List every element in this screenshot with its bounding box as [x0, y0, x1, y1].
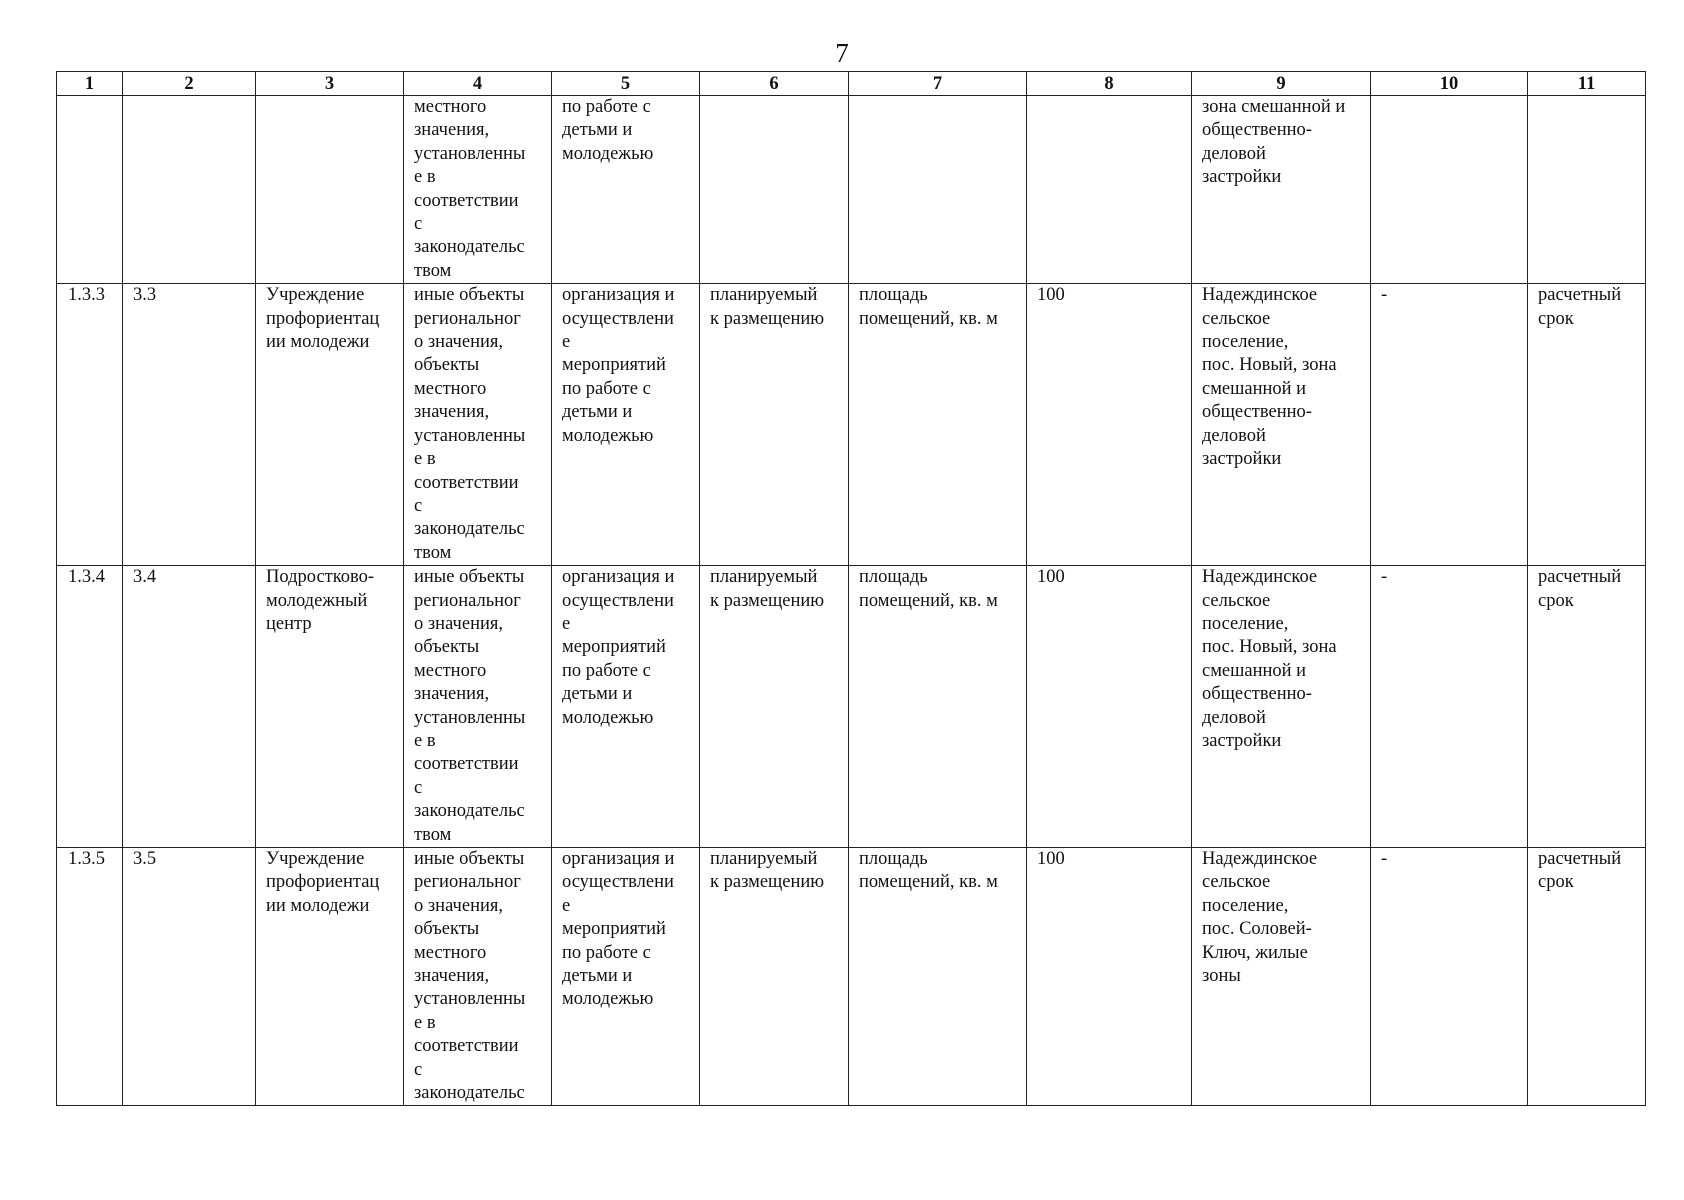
cell-value: 100: [1027, 566, 1192, 848]
cell-number: [57, 96, 123, 284]
column-header: 8: [1027, 72, 1192, 96]
cell-number: 1.3.5: [57, 848, 123, 1106]
cell-location: Надеждинское сельское поселение, пос. Новый, зона смешанной и общественно- деловой застройки: [1192, 284, 1371, 566]
cell-status: планируемый к размещению: [700, 284, 849, 566]
cell-value: 100: [1027, 284, 1192, 566]
cell-location: зона смешанной и общественно- деловой застройки: [1192, 96, 1371, 284]
column-header: 6: [700, 72, 849, 96]
cell-code: [123, 96, 256, 284]
cell-term: расчетный срок: [1528, 284, 1646, 566]
column-header: 5: [552, 72, 700, 96]
cell-purpose: организация и осуществлени е мероприятий по работе с детьми и молодежью: [552, 848, 700, 1106]
header-row: [57, 72, 1646, 96]
data-table: [56, 71, 1646, 1106]
column-header: 7: [849, 72, 1027, 96]
cell-purpose: организация и осуществлени е мероприятий по работе с детьми и молодежью: [552, 284, 700, 566]
cell-location: Надеждинское сельское поселение, пос. Соловей- Ключ, жилые зоны: [1192, 848, 1371, 1106]
cell-zone: -: [1371, 848, 1528, 1106]
cell-status: [700, 96, 849, 284]
cell-characteristic: площадь помещений, кв. м: [849, 566, 1027, 848]
cell-value: 100: [1027, 848, 1192, 1106]
cell-number: 1.3.4: [57, 566, 123, 848]
column-header: 4: [404, 72, 552, 96]
cell-term: расчетный срок: [1528, 566, 1646, 848]
cell-purpose: по работе с детьми и молодежью: [552, 96, 700, 284]
table-row: [57, 566, 1646, 848]
cell-name: Учреждение профориентац ии молодежи: [256, 284, 404, 566]
cell-code: 3.5: [123, 848, 256, 1106]
cell-term: расчетный срок: [1528, 848, 1646, 1106]
cell-characteristic: площадь помещений, кв. м: [849, 848, 1027, 1106]
cell-number: 1.3.3: [57, 284, 123, 566]
table-row: [57, 848, 1646, 1106]
cell-significance: местного значения, установленны е в соответствии с законодательс твом: [404, 96, 552, 284]
cell-status: планируемый к размещению: [700, 566, 849, 848]
table-row-continuation: [57, 96, 1646, 284]
cell-characteristic: [849, 96, 1027, 284]
table-row: [57, 284, 1646, 566]
cell-characteristic: площадь помещений, кв. м: [849, 284, 1027, 566]
page-number: 7: [835, 38, 849, 68]
cell-purpose: организация и осуществлени е мероприятий по работе с детьми и молодежью: [552, 566, 700, 848]
cell-zone: -: [1371, 566, 1528, 848]
column-header: 2: [123, 72, 256, 96]
column-header: 3: [256, 72, 404, 96]
cell-location: Надеждинское сельское поселение, пос. Новый, зона смешанной и общественно- деловой застройки: [1192, 566, 1371, 848]
cell-name: Учреждение профориентац ии молодежи: [256, 848, 404, 1106]
cell-value: [1027, 96, 1192, 284]
cell-name: [256, 96, 404, 284]
cell-significance: иные объекты региональног о значения, объекты местного значения, установленны е в соответствии с законодательс твом: [404, 566, 552, 848]
column-header: 11: [1528, 72, 1646, 96]
column-header: 9: [1192, 72, 1371, 96]
column-header: 1: [57, 72, 123, 96]
cell-zone: [1371, 96, 1528, 284]
cell-significance: иные объекты региональног о значения, объекты местного значения, установленны е в соответствии с законодательс твом: [404, 284, 552, 566]
cell-code: 3.3: [123, 284, 256, 566]
cell-status: планируемый к размещению: [700, 848, 849, 1106]
cell-name: Подростково- молодежный центр: [256, 566, 404, 848]
cell-code: 3.4: [123, 566, 256, 848]
column-header: 10: [1371, 72, 1528, 96]
cell-zone: -: [1371, 284, 1528, 566]
cell-term: [1528, 96, 1646, 284]
cell-significance: иные объекты региональног о значения, объекты местного значения, установленны е в соответствии с законодательс: [404, 848, 552, 1106]
